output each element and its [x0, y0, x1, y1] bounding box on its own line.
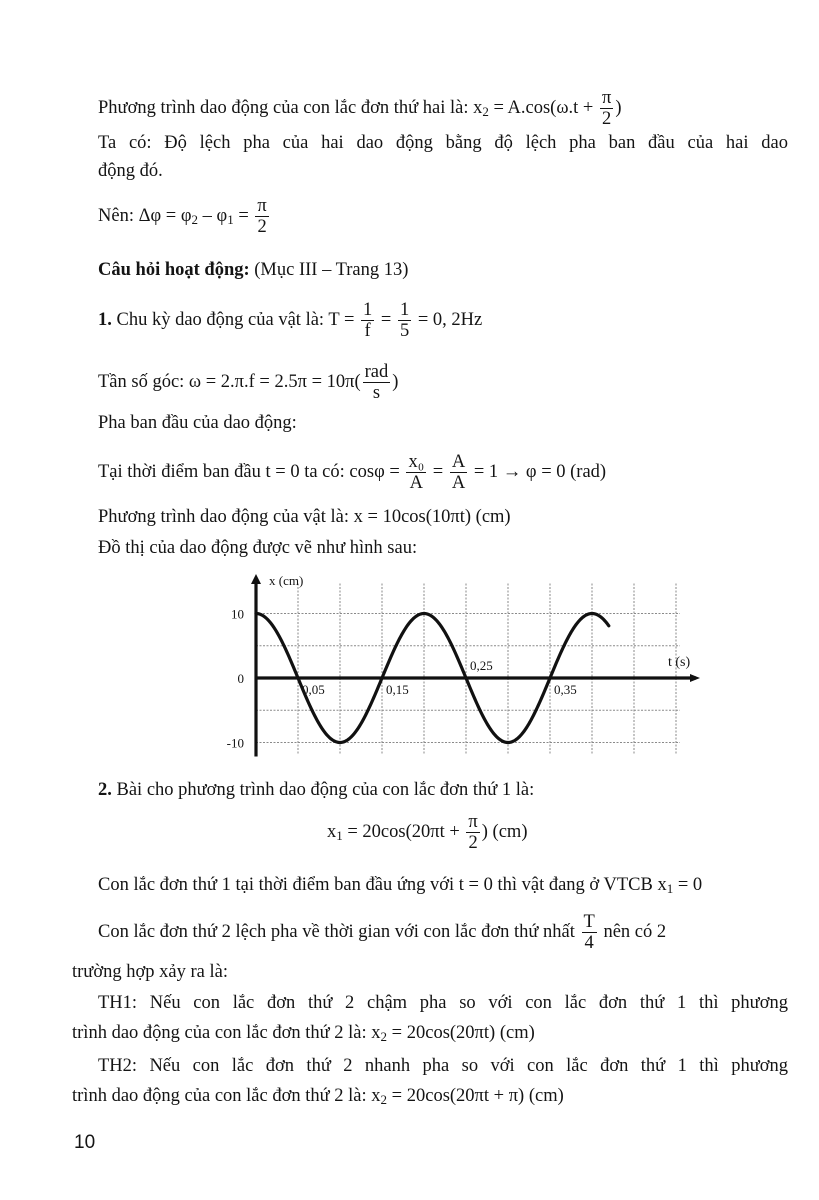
vtcb-line — [98, 874, 702, 900]
eq-sign: = — [376, 309, 396, 330]
fraction — [406, 452, 426, 493]
graph-intro-line: Đồ thị của dao động được vẽ như hình sau: — [98, 538, 418, 558]
heading-ref: (Mục III – Trang 13) — [249, 260, 409, 280]
frac-num: 1 — [363, 300, 373, 320]
x-annotation-label: 0,05 — [302, 682, 325, 697]
phase-diff-statement: Ta có: Độ lệch pha của hai dao động bằng độ lệch pha ban đầu của hai dao — [98, 133, 788, 153]
var-x: x — [327, 821, 337, 842]
x-annotation-label: 0,25 — [470, 658, 493, 673]
eq-part: Nên: Δφ = φ — [98, 205, 192, 226]
y-axis-arrow — [251, 574, 261, 584]
frac-num: T — [583, 912, 595, 932]
pendulum2-equation-line — [98, 88, 622, 129]
frac-den: 5 — [399, 321, 410, 341]
frac-den: 2 — [468, 833, 478, 853]
eq-end: = 20cos(20πt + π) (cm) — [387, 1086, 564, 1106]
eq-end: ) (cm) — [481, 821, 528, 842]
frac-den: 2 — [257, 217, 267, 237]
x-annotation-label: 0,35 — [554, 682, 577, 697]
text: Con lắc đơn thứ 1 tại thời điểm ban đầu ứng với t = 0 thì vật đang ở VTCB x — [98, 875, 667, 895]
fraction — [450, 452, 467, 493]
frac-den: 4 — [584, 933, 594, 953]
fraction — [361, 300, 374, 341]
question-number: 1. — [98, 309, 112, 330]
question-2-intro — [98, 779, 534, 801]
phase-diff-statement-cont: động đó. — [98, 161, 163, 181]
frac-den: A — [409, 473, 423, 493]
frac-num: π — [257, 196, 267, 216]
delta-phi-line — [98, 196, 271, 237]
eq-end: ) — [615, 97, 622, 118]
subscript: 1 — [336, 827, 343, 843]
question-1-period — [98, 300, 482, 341]
y-axis-label: x (cm) — [269, 573, 304, 588]
page-number: 10 — [74, 1132, 96, 1153]
text: trình dao động của con lắc đơn thứ 2 là: x — [72, 1023, 381, 1043]
text: Phương trình dao động của con lắc đơn thứ hai là: — [98, 97, 474, 118]
fraction — [582, 912, 597, 953]
y-tick-label: -10 — [226, 735, 244, 751]
eq-end: = 20cos(20πt) (cm) — [387, 1023, 535, 1043]
heading-bold: Câu hỏi hoạt động: — [98, 260, 250, 280]
frac-num: 1 — [399, 300, 410, 320]
x-annotation-label: 0,15 — [386, 682, 409, 697]
subscript: 1 — [666, 881, 674, 896]
var-x: x — [473, 97, 483, 118]
activity-questions-heading — [98, 259, 408, 281]
text: Bài cho phương trình dao động của con lắc đơn thứ 1 là: — [111, 780, 535, 800]
case-1-equation — [72, 1022, 535, 1048]
eq-end: ) — [392, 371, 399, 392]
question-number: 2. — [98, 780, 112, 800]
initial-phase-line — [98, 452, 606, 493]
text: trình dao động của con lắc đơn thứ 2 là: x — [72, 1086, 381, 1106]
x-axis-arrow — [690, 674, 700, 682]
fraction — [363, 362, 391, 403]
eq-sign: = — [428, 461, 448, 482]
initial-phase-title: Pha ban đầu của dao động: — [98, 413, 297, 433]
subscript: 2 — [380, 1092, 388, 1107]
text: Con lắc đơn thứ 2 lệch pha về thời gian với con lắc đơn thứ nhất — [98, 921, 580, 942]
eq-sign: = — [233, 205, 254, 226]
result: = 1 → φ = 0 (rad) — [469, 461, 607, 482]
case-2-equation — [72, 1085, 564, 1111]
result: = 0, 2Hz — [413, 309, 483, 330]
frac-num: rad — [364, 362, 389, 382]
frac-den: f — [364, 321, 371, 341]
subscript: 1 — [227, 211, 234, 227]
fraction — [398, 300, 411, 341]
text: Chu kỳ dao động của vật là: T = — [111, 309, 360, 330]
case-2-line: TH2: Nếu con lắc đơn thứ 2 nhanh pha so với con lắc đơn thứ 1 thì phương — [98, 1056, 788, 1076]
subscript: 2 — [191, 211, 199, 227]
frac-den: 2 — [602, 109, 612, 129]
motion-equation-line: Phương trình dao động của vật là: x = 10cos(10πt) (cm) — [98, 507, 511, 527]
case-1-line: TH1: Nếu con lắc đơn thứ 2 chậm pha so với con lắc đơn thứ 1 thì phương — [98, 993, 788, 1013]
frac-num: π — [601, 88, 612, 108]
text: Tần số góc: ω = 2.π.f = 2.5π = 10π( — [98, 371, 361, 392]
x-axis-label: t (s) — [668, 655, 691, 670]
oscillation-graph — [215, 568, 691, 768]
eq-end: = 0 — [673, 875, 703, 895]
frac-den: A — [451, 473, 466, 493]
angular-frequency-line — [98, 362, 398, 403]
y-tick-label: 10 — [231, 606, 244, 622]
phase-lag-line — [98, 912, 666, 953]
grid — [256, 584, 680, 755]
y-tick-label: 0 — [237, 671, 244, 686]
x1-equation — [327, 812, 527, 853]
text: Tại thời điểm ban đầu t = 0 ta có: cosφ = — [98, 461, 405, 482]
eq-part: = 20cos(20πt + — [342, 821, 465, 842]
fraction — [600, 88, 613, 129]
fraction — [255, 196, 268, 237]
subscript: 2 — [380, 1029, 388, 1044]
frac-num: x₀ — [408, 452, 425, 472]
eq-end: nên có 2 — [598, 921, 667, 942]
frac-num: π — [468, 812, 478, 832]
frac-num: A — [451, 452, 466, 472]
cases-intro: trường hợp xảy ra là: — [72, 962, 228, 982]
eq-part: – φ — [198, 205, 228, 226]
frac-den: s — [372, 383, 381, 403]
fraction — [466, 812, 479, 853]
eq-part: = A.cos(ω.t + — [488, 97, 598, 118]
subscript: 2 — [482, 103, 489, 119]
